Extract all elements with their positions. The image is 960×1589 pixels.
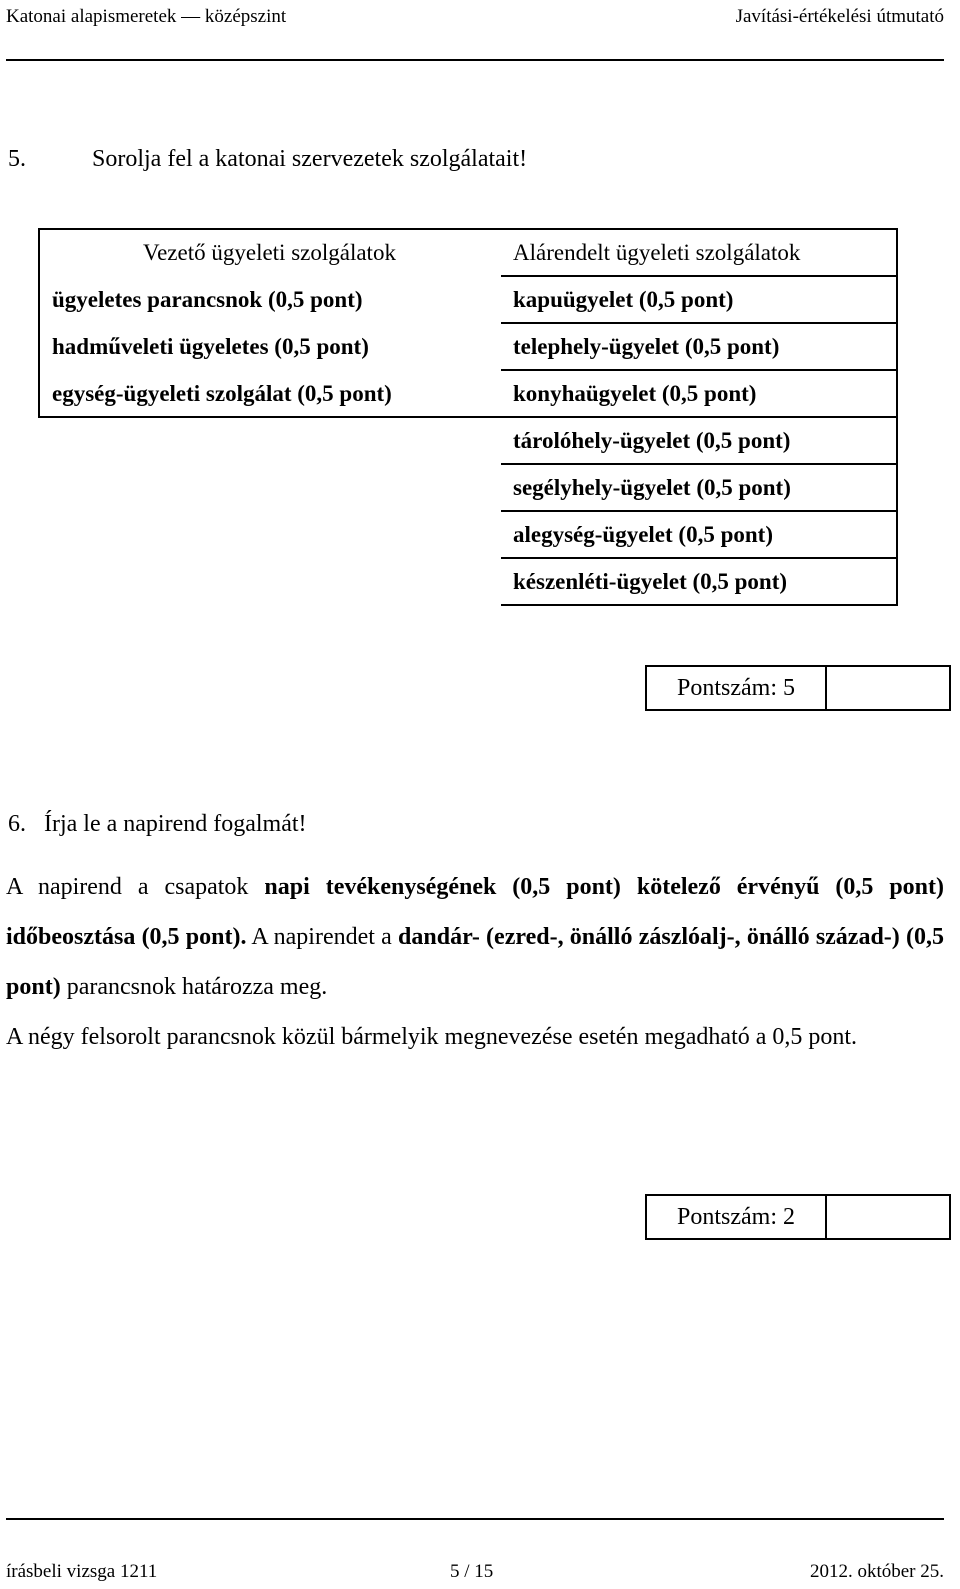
- question-5-number: 5.: [8, 146, 26, 172]
- footer-page-number: 5 / 15: [450, 1561, 494, 1582]
- score-entry-field[interactable]: [827, 1196, 949, 1238]
- answer-paragraph-1: [6, 862, 944, 1012]
- score-label: Pontszám: 5: [647, 667, 827, 709]
- header-rule: [6, 59, 944, 61]
- score-box-q6: [645, 1194, 951, 1240]
- score-label: Pontszám: 2: [647, 1196, 827, 1238]
- footer-exam-code: írásbeli vizsga 1211: [6, 1561, 158, 1582]
- footer-rule: [6, 1518, 944, 1520]
- answer-text-run: A napirend a csapatok: [6, 874, 265, 900]
- score-box-q5: [645, 665, 951, 711]
- footer-date: 2012. október 25.: [809, 1561, 944, 1582]
- left-item: hadműveleti ügyeletes (0,5 pont): [39, 323, 500, 370]
- services-table: [38, 228, 898, 606]
- header-title-left: Katonai alapismeretek — középszint: [6, 6, 287, 27]
- question-5-text: Sorolja fel a katonai szervezetek szolgálatait!: [92, 146, 528, 172]
- answer-key-term: dandár- (ezred-, önálló zászlóalj-, önálló század-) (0,5 pont): [6, 924, 945, 1000]
- right-column-heading: Alárendelt ügyeleti szolgálatok: [500, 229, 897, 276]
- answer-key-term: napi tevékenységének (0,5 pont) kötelező érvényű (0,5 pont) időbeosztása (0,5 pont).: [6, 874, 944, 950]
- answer-text: [6, 862, 944, 1062]
- right-item: készenléti-ügyelet (0,5 pont): [500, 558, 897, 605]
- question-6-number: 6.: [8, 811, 26, 837]
- right-item: kapuügyelet (0,5 pont): [500, 276, 897, 323]
- left-column-heading: Vezető ügyeleti szolgálatok: [39, 229, 500, 276]
- question-6-text: Írja le a napirend fogalmát!: [44, 811, 307, 837]
- answer-text-run: A napirendet a: [246, 924, 399, 950]
- right-item: telephely-ügyelet (0,5 pont): [500, 323, 897, 370]
- left-item: egység-ügyeleti szolgálat (0,5 pont): [39, 370, 500, 417]
- header-title-right: Javítási-értékelési útmutató: [735, 6, 944, 27]
- right-item: tárolóhely-ügyelet (0,5 pont): [500, 417, 897, 464]
- answer-text-run: parancsnok határozza meg.: [60, 974, 328, 1000]
- right-item: segélyhely-ügyelet (0,5 pont): [500, 464, 897, 511]
- right-item: alegység-ügyelet (0,5 pont): [500, 511, 897, 558]
- score-entry-field[interactable]: [827, 667, 949, 709]
- answer-paragraph-2: A négy felsorolt parancsnok közül bármelyik megnevezése esetén megadható a 0,5 pont.: [6, 1024, 858, 1050]
- right-item: konyhaügyelet (0,5 pont): [500, 370, 897, 417]
- left-item: ügyeletes parancsnok (0,5 pont): [39, 276, 500, 323]
